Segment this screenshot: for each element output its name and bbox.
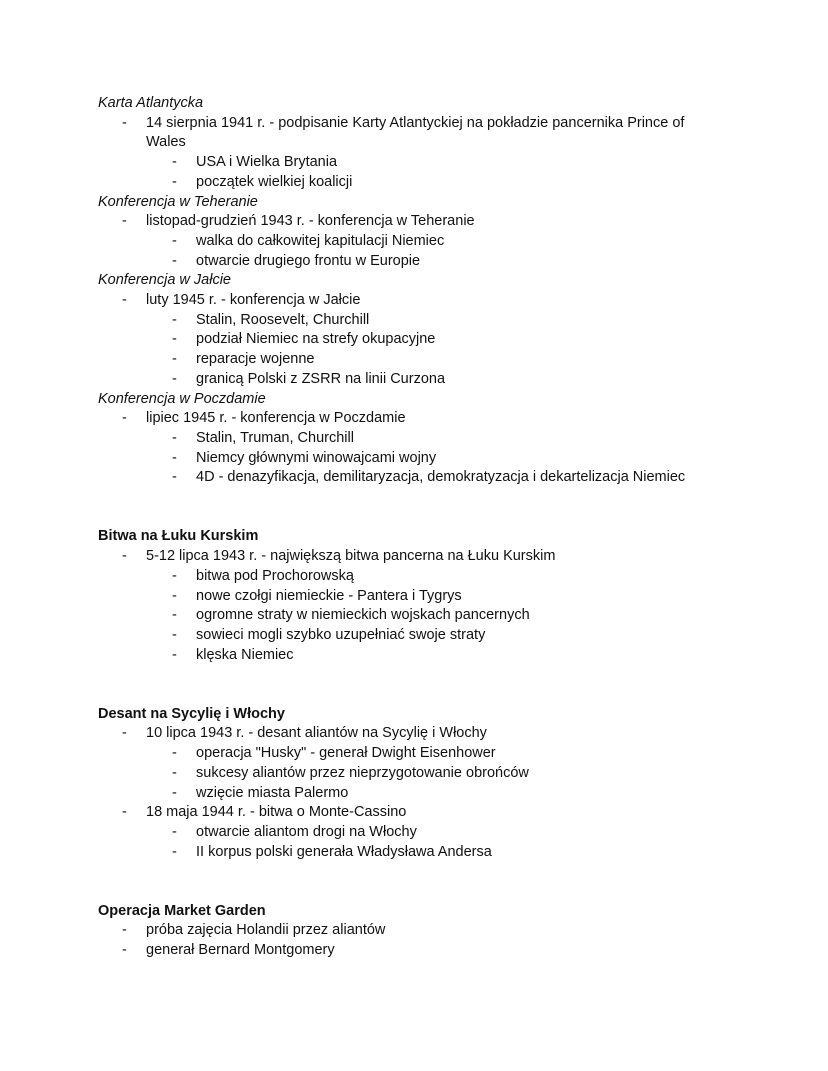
sub-list-item-text: ogromne straty w niemieckich wojskach pancernych [196, 607, 530, 624]
bullet-dash: - [172, 429, 177, 446]
sub-list-item [98, 744, 738, 764]
section-heading: Konferencja w Teheranie [98, 193, 258, 210]
sub-list-item-text: nowe czołgi niemieckie - Pantera i Tygrys [196, 587, 462, 604]
list-item [98, 547, 738, 567]
spacer [98, 862, 738, 901]
bullet-dash: - [172, 764, 177, 781]
list-item [98, 291, 738, 311]
sub-list-item [98, 350, 738, 370]
sub-list-item [98, 843, 738, 863]
bullet-dash: - [122, 114, 127, 131]
list-item-text: próba zajęcia Holandii przez aliantów [146, 922, 386, 939]
spacer [98, 665, 738, 704]
sub-list-item-text: bitwa pod Prochorowską [196, 567, 354, 584]
sub-list-item-text: sowieci mogli szybko uzupełniać swoje straty [196, 626, 486, 643]
bullet-dash: - [122, 922, 127, 939]
sub-list-item [98, 784, 738, 804]
list-item [98, 724, 738, 744]
sub-list-item-text: operacja "Husky" - generał Dwight Eisenhower [196, 745, 496, 762]
bullet-dash: - [122, 725, 127, 742]
bullet-dash: - [172, 154, 177, 171]
sub-list-item-text: otwarcie drugiego frontu w Europie [196, 252, 421, 269]
sub-list-item [98, 468, 738, 488]
sub-list-item [98, 370, 738, 390]
sub-list-item [98, 449, 738, 469]
spacer [98, 488, 738, 527]
sub-list-item-text: II korpus polski generała Władysława Andersa [196, 843, 492, 860]
bullet-dash: - [172, 173, 177, 190]
sub-list-item [98, 567, 738, 587]
sub-list-item [98, 606, 738, 626]
bullet-dash: - [172, 370, 177, 387]
list-item [98, 409, 738, 429]
sub-list-item [98, 173, 738, 193]
sub-list-item-text: reparacje wojenne [196, 351, 315, 368]
sub-list-item-text: Stalin, Truman, Churchill [196, 429, 354, 446]
sub-list-item-text: Stalin, Roosevelt, Churchill [196, 311, 370, 328]
sub-list-item-text: wzięcie miasta Palermo [196, 784, 349, 801]
sub-list-item-text: sukcesy aliantów przez nieprzygotowanie obrońców [196, 764, 529, 781]
section-heading: Konferencja w Jałcie [98, 272, 231, 289]
bullet-dash: - [122, 548, 127, 565]
list-item-text: 14 sierpnia 1941 r. - podpisanie Karty Atlantyckiej na pokładzie pancernika Prince of Wales [146, 114, 685, 151]
list-item-text: lipiec 1945 r. - konferencja w Poczdamie [146, 410, 406, 427]
sub-list-item [98, 823, 738, 843]
sub-list-item [98, 153, 738, 173]
bullet-dash: - [122, 292, 127, 309]
bullet-dash: - [172, 587, 177, 604]
sub-list-item [98, 311, 738, 331]
sub-list-item [98, 429, 738, 449]
bullet-dash: - [172, 823, 177, 840]
sub-list-item-text: walka do całkowitej kapitulacji Niemiec [196, 232, 445, 249]
sub-list-item-text: klęska Niemiec [196, 646, 294, 663]
list-item-text: luty 1945 r. - konferencja w Jałcie [146, 292, 361, 309]
bullet-dash: - [172, 646, 177, 663]
sub-list-item [98, 252, 738, 272]
bullet-dash: - [172, 252, 177, 269]
section-heading: Karta Atlantycka [98, 95, 204, 111]
bullet-dash: - [172, 232, 177, 249]
list-item-text: generał Bernard Montgomery [146, 942, 335, 959]
bullet-dash: - [122, 213, 127, 230]
sub-list-item-text: USA i Wielka Brytania [196, 154, 338, 171]
bullet-dash: - [172, 567, 177, 584]
bullet-dash: - [172, 351, 177, 368]
sub-list-item [98, 764, 738, 784]
sub-list-item-text: podział Niemiec na strefy okupacyjne [196, 331, 436, 348]
bullet-dash: - [172, 843, 177, 860]
bullet-dash: - [122, 942, 127, 959]
bullet-dash: - [172, 469, 177, 486]
list-item [98, 212, 738, 232]
list-item [98, 941, 738, 961]
sub-list-item [98, 587, 738, 607]
sub-list-item [98, 330, 738, 350]
sub-list-item-text: początek wielkiej koalicji [196, 173, 353, 190]
bullet-dash: - [172, 784, 177, 801]
list-item [98, 114, 738, 153]
sub-list-item-text: otwarcie aliantom drogi na Włochy [196, 823, 417, 840]
bullet-dash: - [122, 410, 127, 427]
sub-list-item [98, 626, 738, 646]
bullet-dash: - [172, 745, 177, 762]
list-item [98, 803, 738, 823]
bullet-dash: - [172, 626, 177, 643]
list-item [98, 921, 738, 941]
list-item-text: 18 maja 1944 r. - bitwa o Monte-Cassino [146, 804, 407, 821]
list-item-text: listopad-grudzień 1943 r. - konferencja w Teheranie [146, 213, 475, 230]
sub-list-item-text: Niemcy głównymi winowajcami wojny [196, 449, 437, 466]
list-item-text: 10 lipca 1943 r. - desant aliantów na Sycylię i Włochy [146, 725, 487, 742]
bullet-dash: - [122, 804, 127, 821]
section-heading: Bitwa na Łuku Kurskim [98, 528, 259, 545]
section-heading: Desant na Sycylię i Włochy [98, 705, 285, 722]
sub-list-item [98, 232, 738, 252]
bullet-dash: - [172, 449, 177, 466]
bullet-dash: - [172, 607, 177, 624]
sub-list-item-text: granicą Polski z ZSRR na linii Curzona [196, 370, 446, 387]
bullet-dash: - [172, 311, 177, 328]
sub-list-item [98, 646, 738, 666]
bullet-dash: - [172, 331, 177, 348]
section-heading: Operacja Market Garden [98, 902, 266, 919]
list-item-text: 5-12 lipca 1943 r. - największą bitwa pancerna na Łuku Kurskim [146, 548, 556, 565]
document-body [98, 94, 738, 961]
sub-list-item-text: 4D - denazyfikacja, demilitaryzacja, demokratyzacja i dekartelizacja Niemiec [196, 469, 686, 486]
section-heading: Konferencja w Poczdamie [98, 390, 266, 407]
